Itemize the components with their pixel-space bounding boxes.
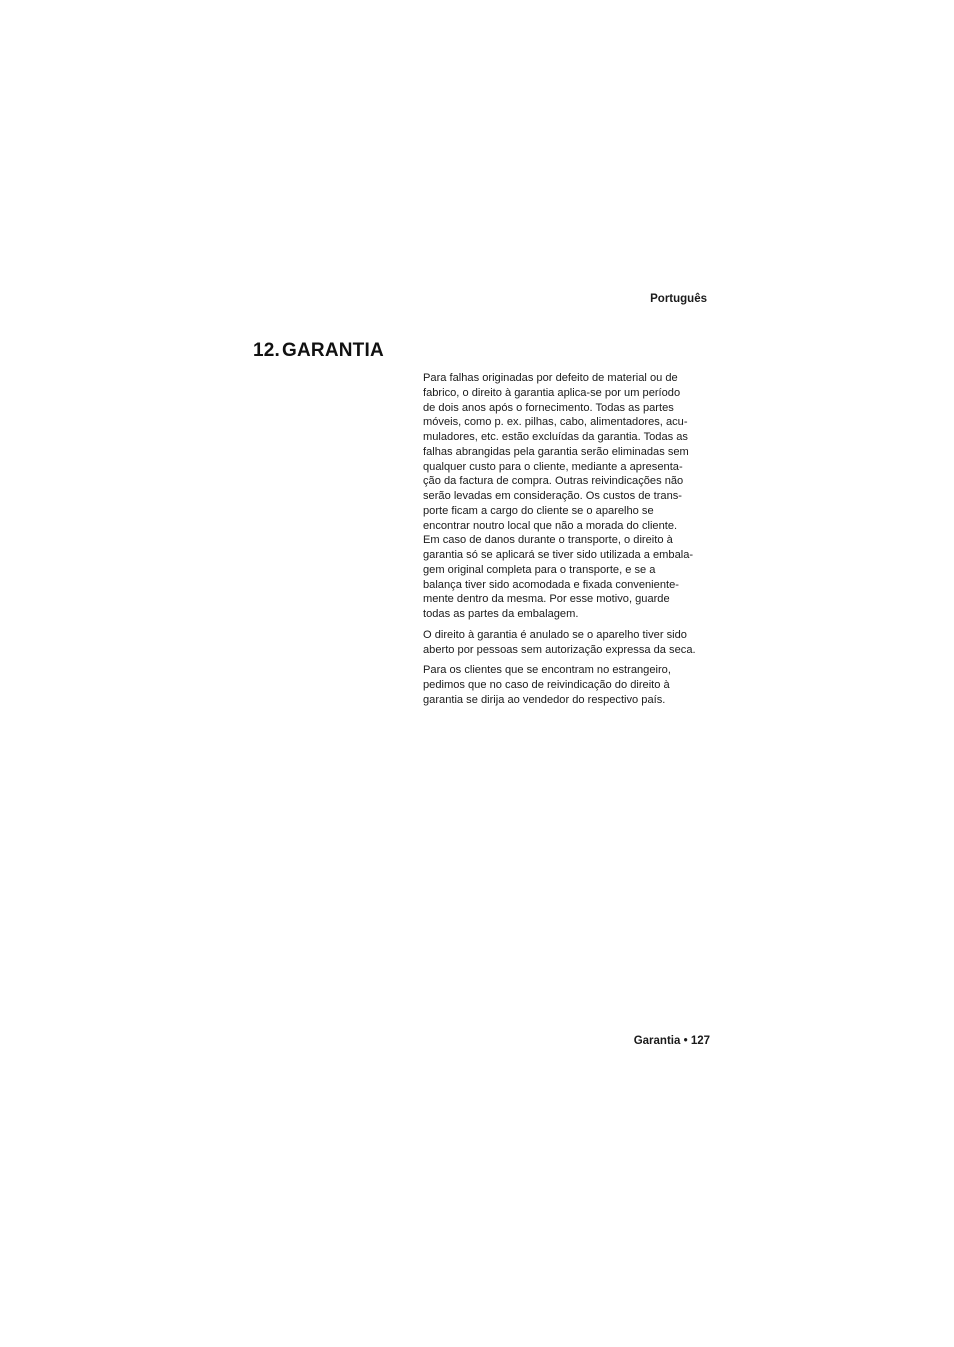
text-line: muladores, etc. estão excluídas da garantia. Todas as <box>423 431 688 443</box>
text-line: serão levadas em consideração. Os custos de trans- <box>423 490 682 502</box>
paragraph-warranty-void <box>423 628 715 658</box>
text-line: garantia se dirija ao vendedor do respectivo país. <box>423 693 666 706</box>
footer-section-name: Garantia <box>633 1035 681 1047</box>
text-line: ção da factura de compra. Outras reivindicações não <box>423 475 684 488</box>
page-number: 127 <box>690 1035 710 1047</box>
section-title: GARANTIA <box>282 340 384 361</box>
paragraph-foreign-customers <box>423 663 715 707</box>
section-heading <box>253 340 384 362</box>
text-line: porte ficam a cargo do cliente se o aparelho se <box>423 504 654 517</box>
text-line: aberto por pessoas sem autorização expressa da seca. <box>423 643 696 656</box>
section-number: 12. <box>253 340 281 361</box>
footer-separator: • <box>683 1035 688 1047</box>
text-line: pedimos que no caso de reivindicação do direito à <box>423 679 670 691</box>
language-label: Português <box>650 293 707 305</box>
text-line: garantia só se aplicará se tiver sido utilizada a embala- <box>423 549 694 561</box>
body-text <box>423 371 715 714</box>
text-line: Para os clientes que se encontram no estrangeiro, <box>423 664 671 677</box>
text-line: Em caso de danos durante o transporte, o direito à <box>423 534 673 547</box>
text-line: gem original completa para o transporte, e se a <box>423 563 656 576</box>
text-line: mente dentro da mesma. Por esse motivo, guarde <box>423 593 670 606</box>
text-line: balança tiver sido acomodada e fixada conveniente- <box>423 578 679 591</box>
text-line: qualquer custo para o cliente, mediante a apresenta- <box>423 460 683 473</box>
text-line: Para falhas originadas por defeito de material ou de <box>423 372 678 384</box>
text-line: falhas abrangidas pela garantia serão eliminadas sem <box>423 445 689 458</box>
text-line: O direito à garantia é anulado se o aparelho tiver sido <box>423 628 687 641</box>
page-footer <box>560 1035 710 1047</box>
text-line: fabrico, o direito à garantia aplica-se por um período <box>423 386 681 399</box>
text-line: encontrar noutro local que não a morada do cliente. <box>423 519 678 532</box>
text-line: todas as partes da embalagem. <box>423 608 579 620</box>
paragraph-warranty-terms <box>423 371 715 622</box>
text-line: móveis, como p. ex. pilhas, cabo, alimentadores, acu- <box>423 416 688 429</box>
text-line: de dois anos após o fornecimento. Todas as partes <box>423 401 674 414</box>
